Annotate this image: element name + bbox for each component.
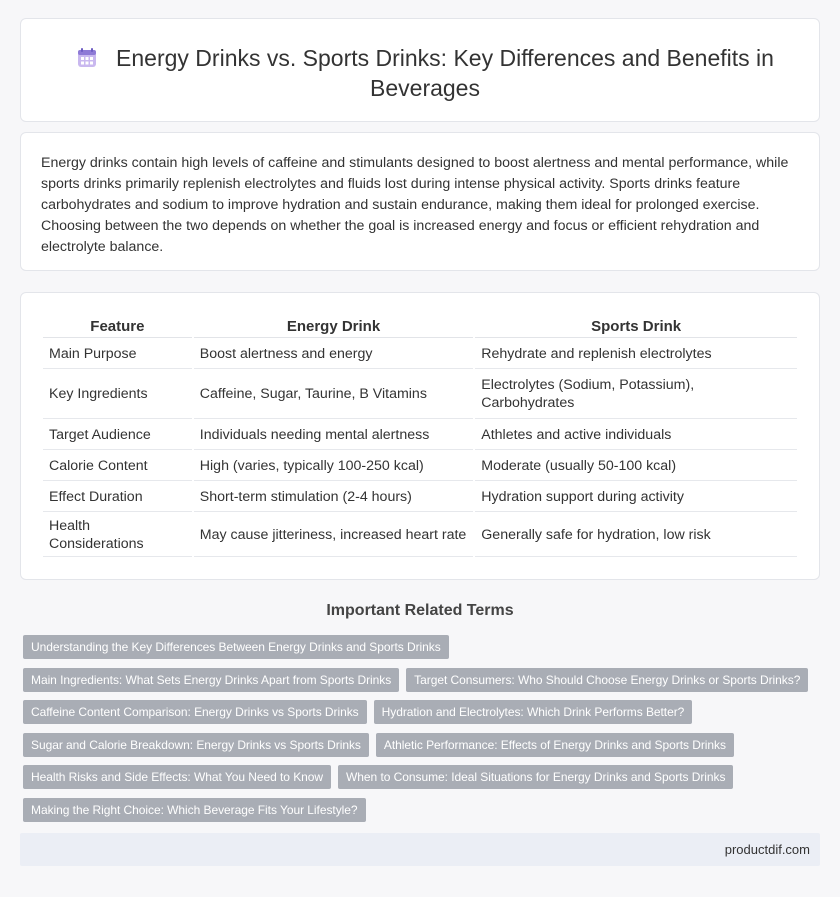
related-term-link[interactable]: Main Ingredients: What Sets Energy Drinks Apart from Sports Drinks [23,668,399,692]
column-header: Feature [43,316,192,338]
column-header: Energy Drink [194,316,473,338]
comparison-table [41,315,799,558]
table-cell: Individuals needing mental alertness [194,420,473,450]
table-cell: Rehydrate and replenish electrolytes [475,339,797,369]
table-row [43,451,797,481]
footer-site-link[interactable]: productdif.com [724,842,810,857]
table-cell: Health Considerations [43,513,192,557]
table-cell: Athletes and active individuals [475,420,797,450]
table-cell: Electrolytes (Sodium, Potassium), Carbohydrates [475,370,797,419]
table-cell: High (varies, typically 100-250 kcal) [194,451,473,481]
related-term-link[interactable]: Health Risks and Side Effects: What You Need to Know [23,765,331,789]
table-cell: Generally safe for hydration, low risk [475,513,797,557]
table-cell: Short-term stimulation (2-4 hours) [194,482,473,512]
table-cell: Effect Duration [43,482,192,512]
page-title [61,43,789,103]
table-cell: Target Audience [43,420,192,450]
related-terms-list [23,635,823,830]
related-term-link[interactable]: Hydration and Electrolytes: Which Drink Performs Better? [374,700,693,724]
related-term-link[interactable]: Caffeine Content Comparison: Energy Drinks vs Sports Drinks [23,700,367,724]
related-term-link[interactable]: Athletic Performance: Effects of Energy Drinks and Sports Drinks [376,733,734,757]
related-term-link[interactable]: Understanding the Key Differences Between Energy Drinks and Sports Drinks [23,635,449,659]
calendar-icon [76,47,98,69]
table-header-row [43,316,797,338]
related-term-link[interactable]: Target Consumers: Who Should Choose Energy Drinks or Sports Drinks? [406,668,808,692]
footer [20,833,820,866]
table-row [43,339,797,369]
table-cell: Caffeine, Sugar, Taurine, B Vitamins [194,370,473,419]
table-cell: Main Purpose [43,339,192,369]
related-term-link[interactable]: When to Consume: Ideal Situations for Energy Drinks and Sports Drinks [338,765,733,789]
related-terms-heading: Important Related Terms [326,602,514,619]
table-row [43,482,797,512]
intro-card [20,132,820,271]
intro-paragraph: Energy drinks contain high levels of caffeine and stimulants designed to boost alertness and mental performance, while sports drinks primarily replenish electrolytes and fluids lost during intense physical activity. Sports drinks feature carbohydrates and sodium to improve hydration and sustain endurance, making them ideal for prolonged exercise. Choosing between the two depends on whether the goal is increased energy and focus or efficient rehydration and electrolyte balance. [41,155,789,255]
related-term-link[interactable]: Sugar and Calorie Breakdown: Energy Drinks vs Sports Drinks [23,733,369,757]
table-row [43,513,797,557]
title-text: Energy Drinks vs. Sports Drinks: Key Differences and Benefits in Beverages [116,45,774,101]
table-cell: Moderate (usually 50-100 kcal) [475,451,797,481]
table-row [43,370,797,419]
table-row [43,420,797,450]
header-card [20,18,820,122]
table-cell: Key Ingredients [43,370,192,419]
comparison-card [20,292,820,580]
table-cell: Hydration support during activity [475,482,797,512]
column-header: Sports Drink [475,316,797,338]
table-cell: May cause jitteriness, increased heart rate [194,513,473,557]
related-term-link[interactable]: Making the Right Choice: Which Beverage Fits Your Lifestyle? [23,798,366,822]
table-cell: Boost alertness and energy [194,339,473,369]
table-cell: Calorie Content [43,451,192,481]
